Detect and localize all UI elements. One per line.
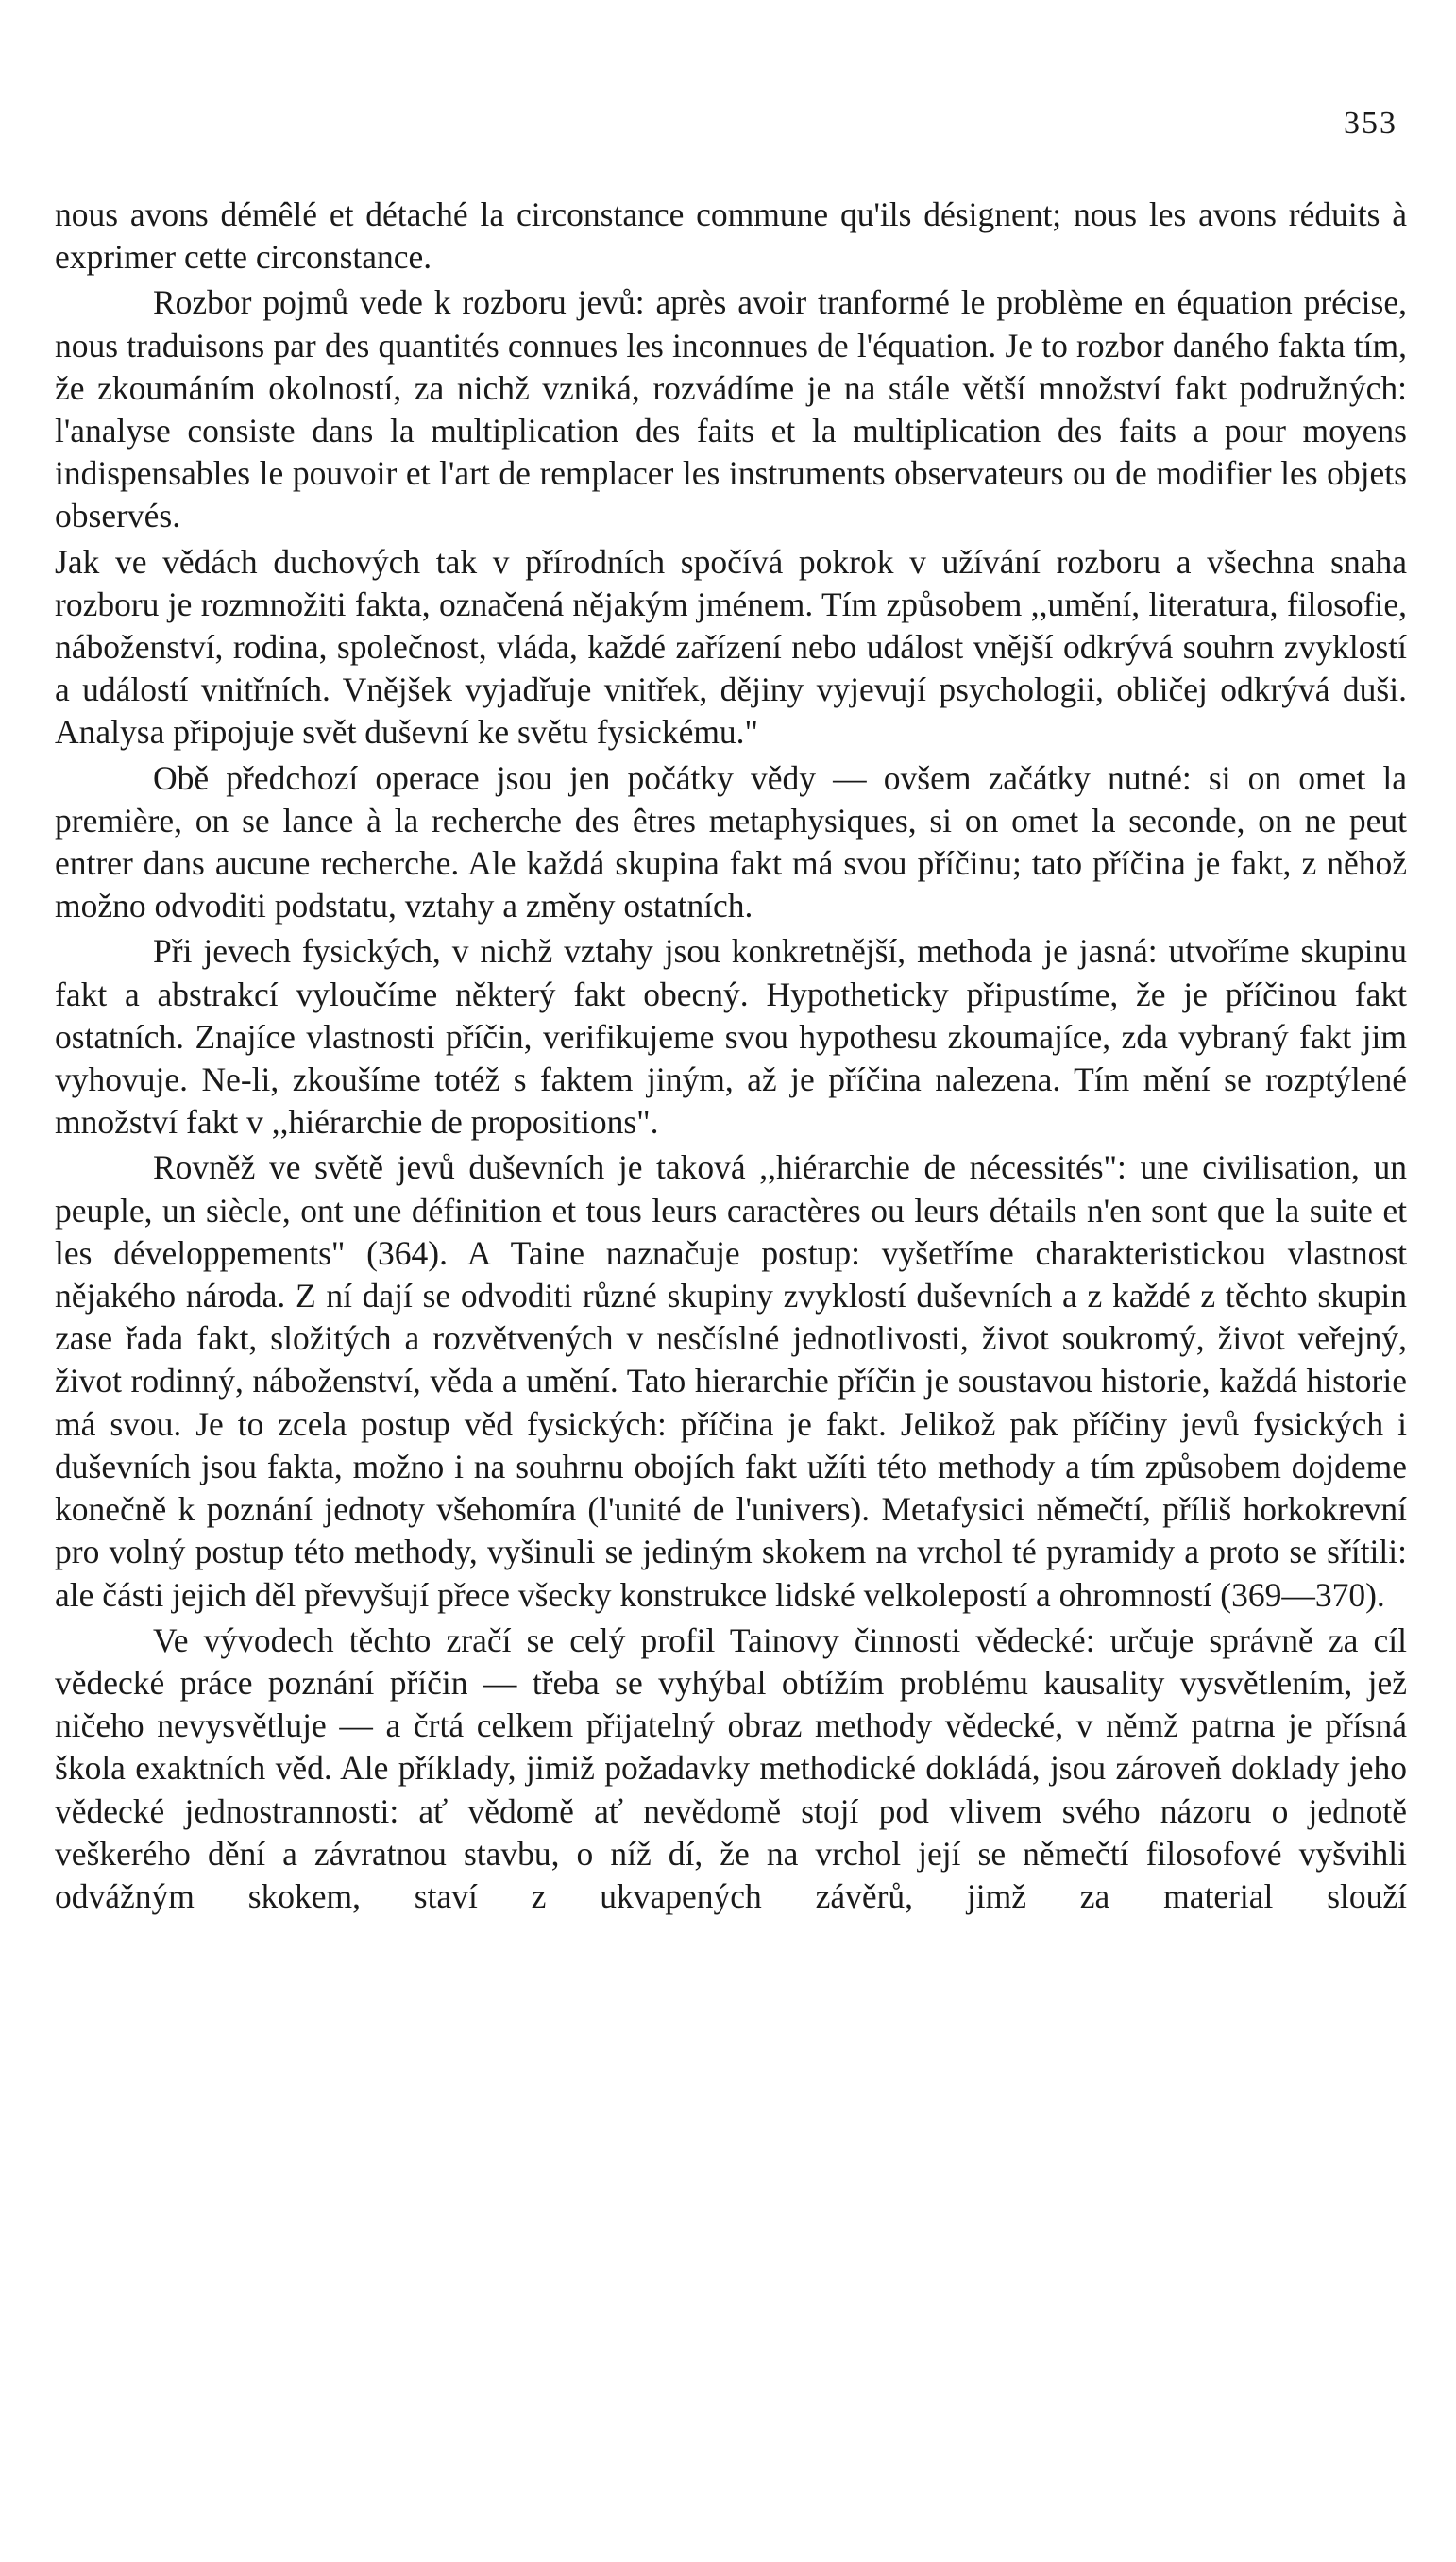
page-number: 353 <box>1344 106 1397 141</box>
paragraph: Rovněž ve světě jevů duševních je taková ,,hiérarchie de nécessités": une civilisation, un peuple, un siècle, ont une définition et tous leurs caractères ou leurs détails n'en sont que la suite et les développements" (364). A Taine naznačuje postup: vyšetříme charakteristickou vlastnost nějakého národa. Z ní dají se odvoditi různé skupiny zvyklostí duševních a z každé z těchto skupin zase řada fakt, složitých a rozvětvených v nesčíslné jednotlivosti, život soukromý, život veřejný, život rodinný, náboženství, věda a umění. Tato hierarchie příčin je soustavou historie, každá historie má svou. Je to zcela postup věd fysických: příčina je fakt. Jelikož pak příčiny jevů fysických i duševních jsou fakta, možno i na souhrnu obojích fakt užíti této methody a tím způsobem dojdeme konečně k poznání jednoty všehomíra (l'unité de l'univers). Metafysici němečtí, příliš horkokrevní pro volný postup této methody, vyšinuli se jediným skokem na vrchol té pyramidy a proto se sřítili: ale části jejich děl převyšují přece všecky konstrukce lidské velkolepostí a ohromností (369—370). <box>55 1148 1407 1614</box>
body-text <box>55 194 1407 1921</box>
paragraph: Při jevech fysických, v nichž vztahy jsou konkretnější, methoda je jasná: utvoříme skupinu fakt a abstrakcí vyloučíme některý fakt obecný. Hypotheticky připustíme, že je příčinou fakt ostatních. Znajíce vlastnosti příčin, verifikujeme svou hypothesu zkoumajíce, zda vybraný fakt jim vyhovuje. Ne-li, zkoušíme totéž s faktem jiným, až je příčina nalezena. Tím mění se rozptýlené množství fakt v ,,hiérarchie de propositions". <box>55 932 1407 1142</box>
paragraph: Ve vývodech těchto zračí se celý profil Tainovy činnosti vědecké: určuje správně za cíl vědecké práce poznání příčin — třeba se vyhýbal obtížím problému kausality vysvětlením, jež ničeho nevysvětluje — a črtá celkem přijatelný obraz methody vědecké, v němž patrna je přísná škola exaktních věd. Ale příklady, jimiž požadavky methodické dokládá, jsou zároveň doklady jeho vědecké jednostrannosti: ať vědomě ať nevědomě stojí pod vlivem svého názoru o jednotě veškerého dění a závratnou stavbu, o níž dí, že na vrchol její se němečtí filosofové vyšvihli odvážným skokem, staví z ukvapených závěrů, jimž za material slouží <box>55 1620 1407 1915</box>
paragraph: Rozbor pojmů vede k rozboru jevů: après avoir tranformé le problème en équation précise, nous traduisons par des quantités connues les inconnues de l'équation. Je to rozbor daného fakta tím, že zkoumáním okolností, za nichž vzniká, rozvádíme je na stále větší množství fakt podružných: l'analyse consiste dans la multiplication des faits et la multiplication des faits a pour moyens indispensables le pouvoir et l'art de remplacer les instruments observateurs ou de modifier les objets observés. <box>55 283 1407 535</box>
paragraph: Jak ve vědách duchových tak v přírodních spočívá pokrok v užívání rozboru a všechna snaha rozboru je rozmnožiti fakta, označená nějakým jménem. Tím způsobem ,,umění, literatura, filosofie, náboženství, rodina, společnost, vláda, každé zařízení nebo událost vnější odkrývá souhrn zvyklostí a událostí vnitřních. Vnějšek vyjadřuje vnitřek, dějiny vyjevují psychologii, obličej odkrývá duši. Analysa připojuje svět duševní ke světu fysickému." <box>55 542 1407 752</box>
paragraph: Obě předchozí operace jsou jen počátky vědy — ovšem začátky nutné: si on omet la première, on se lance à la recherche des êtres metaphysiques, si on omet la seconde, on ne peut entrer dans aucune recherche. Ale každá skupina fakt má svou příčinu; tato příčina je fakt, z něhož možno odvoditi podstatu, vztahy a změny ostatních. <box>55 758 1407 925</box>
paragraph: nous avons démêlé et détaché la circonstance commune qu'ils désignent; nous les avons réduits à exprimer cette circonstance. <box>55 195 1407 277</box>
